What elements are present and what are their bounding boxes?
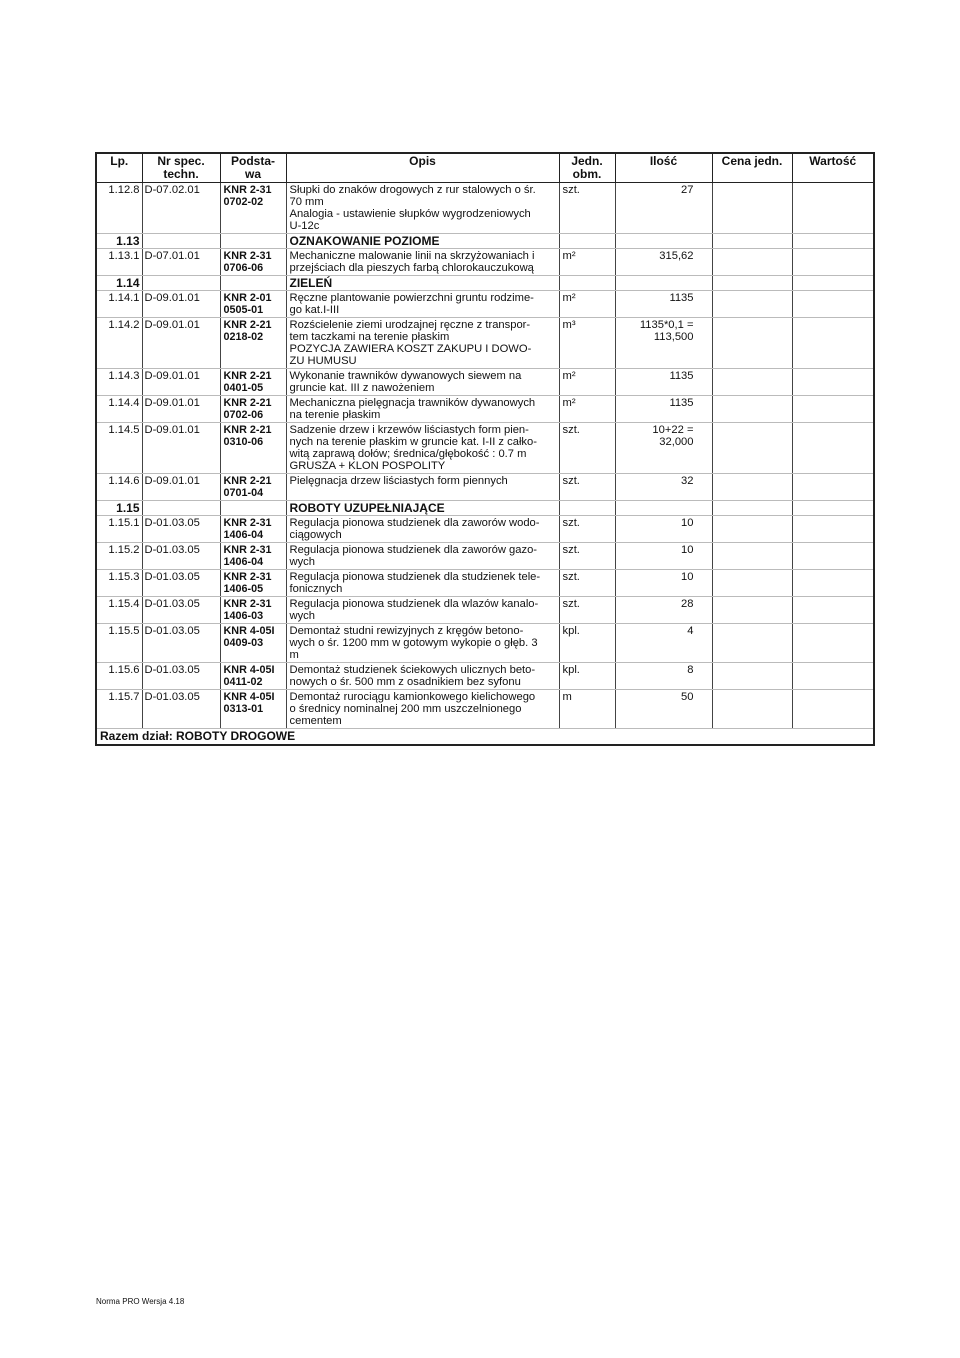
cell-value xyxy=(792,423,874,474)
header-unit-price: Cena jedn. xyxy=(712,153,792,183)
cell-lp: 1.13.1 xyxy=(96,249,142,276)
cell-description: Regulacja pionowa studzienek dla wlazów kanalo- wych xyxy=(286,597,559,624)
cell-basis: KNR 2-01 0505-01 xyxy=(220,291,286,318)
cell-value xyxy=(792,276,874,291)
cell-lp: 1.14 xyxy=(96,276,142,291)
cell-description: Mechaniczne malowanie linii na skrzyżowaniach i przejściach dla pieszych farbą chlorokauczukową xyxy=(286,249,559,276)
cell-value xyxy=(792,474,874,501)
cell-unit: m² xyxy=(559,291,615,318)
cell-quantity: 10+22 = 32,000 xyxy=(615,423,712,474)
cell-quantity: 4 xyxy=(615,624,712,663)
cell-unit-price xyxy=(712,516,792,543)
cell-quantity: 10 xyxy=(615,516,712,543)
cell-description: Demontaż rurociągu kamionkowego kielichowego o średnicy nominalnej 200 mm uszczelnionego cementem xyxy=(286,690,559,729)
header-spec: Nr spec. techn. xyxy=(142,153,220,183)
cell-unit: szt. xyxy=(559,516,615,543)
cell-basis: KNR 2-31 1406-04 xyxy=(220,516,286,543)
cell-unit-price xyxy=(712,249,792,276)
cell-spec xyxy=(142,276,220,291)
cell-spec xyxy=(142,501,220,516)
cell-basis: KNR 2-31 1406-04 xyxy=(220,543,286,570)
cell-quantity xyxy=(615,234,712,249)
cell-basis: KNR 2-21 0701-04 xyxy=(220,474,286,501)
cell-unit: m³ xyxy=(559,318,615,369)
cell-unit: m² xyxy=(559,369,615,396)
cell-description: Rozścielenie ziemi urodzajnej ręczne z transpor- tem taczkami na terenie płaskim POZYCJA ZAWIERA KOSZT ZAKUPU I DOWO- ZU HUMUSU xyxy=(286,318,559,369)
table-row xyxy=(96,318,874,369)
cell-lp: 1.15.5 xyxy=(96,624,142,663)
cell-unit: kpl. xyxy=(559,663,615,690)
cell-spec: D-01.03.05 xyxy=(142,690,220,729)
cell-value xyxy=(792,624,874,663)
cell-basis: KNR 2-21 0310-06 xyxy=(220,423,286,474)
summary-label: Razem dział: ROBOTY DROGOWE xyxy=(96,729,874,746)
header-unit: Jedn. obm. xyxy=(559,153,615,183)
cost-estimate-table xyxy=(95,152,875,746)
cell-basis: KNR 4-05I 0409-03 xyxy=(220,624,286,663)
cell-value xyxy=(792,396,874,423)
cell-spec: D-01.03.05 xyxy=(142,570,220,597)
cell-quantity: 28 xyxy=(615,597,712,624)
cell-unit: m² xyxy=(559,249,615,276)
cell-unit-price xyxy=(712,396,792,423)
cell-basis: KNR 2-21 0702-06 xyxy=(220,396,286,423)
cell-description: Sadzenie drzew i krzewów liściastych form pien- nych na terenie płaskim w gruncie kat. I-II z całko- witą zaprawą dołów; średnica/głębokość : 0.7 m GRUSZA + KLON POSPOLITY xyxy=(286,423,559,474)
cell-spec: D-01.03.05 xyxy=(142,597,220,624)
cell-lp: 1.14.3 xyxy=(96,369,142,396)
table-row xyxy=(96,663,874,690)
cell-quantity: 1135 xyxy=(615,369,712,396)
cell-unit-price xyxy=(712,690,792,729)
table-row xyxy=(96,516,874,543)
cell-value xyxy=(792,501,874,516)
cell-basis: KNR 4-05I 0313-01 xyxy=(220,690,286,729)
header-lp: Lp. xyxy=(96,153,142,183)
table-row xyxy=(96,249,874,276)
cell-description: Regulacja pionowa studzienek dla zaworów wodo- ciągowych xyxy=(286,516,559,543)
cell-unit-price xyxy=(712,570,792,597)
section-heading-row xyxy=(96,276,874,291)
cell-description: Wykonanie trawników dywanowych siewem na gruncie kat. III z nawożeniem xyxy=(286,369,559,396)
summary-row xyxy=(96,729,874,746)
cell-unit-price xyxy=(712,291,792,318)
table-row xyxy=(96,474,874,501)
software-version-footer: Norma PRO Wersja 4.18 xyxy=(96,1297,185,1306)
table-row xyxy=(96,624,874,663)
cell-basis: KNR 2-31 1406-05 xyxy=(220,570,286,597)
cell-value xyxy=(792,183,874,234)
cell-spec: D-09.01.01 xyxy=(142,369,220,396)
cell-quantity: 315,62 xyxy=(615,249,712,276)
cell-description: Ręczne plantowanie powierzchni gruntu rodzime- go kat.I-III xyxy=(286,291,559,318)
cell-lp: 1.14.5 xyxy=(96,423,142,474)
cell-quantity: 10 xyxy=(615,570,712,597)
cell-description: Demontaż studni rewizyjnych z kręgów betono- wych o śr. 1200 mm w gotowym wykopie o głęb. 3 m xyxy=(286,624,559,663)
cell-value xyxy=(792,291,874,318)
cell-unit-price xyxy=(712,276,792,291)
cell-lp: 1.14.1 xyxy=(96,291,142,318)
cell-unit xyxy=(559,501,615,516)
cell-spec: D-07.01.01 xyxy=(142,249,220,276)
section-heading-row xyxy=(96,501,874,516)
cell-unit-price xyxy=(712,474,792,501)
cell-value xyxy=(792,597,874,624)
cell-description: Pielęgnacja drzew liściastych form piennych xyxy=(286,474,559,501)
cell-unit xyxy=(559,276,615,291)
cell-value xyxy=(792,369,874,396)
header-quantity: Ilość xyxy=(615,153,712,183)
cell-description: Regulacja pionowa studzienek dla zaworów gazo- wych xyxy=(286,543,559,570)
cell-value xyxy=(792,318,874,369)
cell-spec: D-01.03.05 xyxy=(142,543,220,570)
cell-lp: 1.15.7 xyxy=(96,690,142,729)
cell-quantity: 1135 xyxy=(615,291,712,318)
cell-lp: 1.14.4 xyxy=(96,396,142,423)
cell-unit: m² xyxy=(559,396,615,423)
table-row xyxy=(96,543,874,570)
cell-basis: KNR 2-31 0706-06 xyxy=(220,249,286,276)
cell-value xyxy=(792,690,874,729)
section-heading-row xyxy=(96,234,874,249)
cell-value xyxy=(792,570,874,597)
header-basis: Podsta- wa xyxy=(220,153,286,183)
cell-quantity: 1135*0,1 = 113,500 xyxy=(615,318,712,369)
table-row xyxy=(96,570,874,597)
cell-spec: D-01.03.05 xyxy=(142,624,220,663)
cell-unit-price xyxy=(712,234,792,249)
cell-spec: D-09.01.01 xyxy=(142,291,220,318)
cell-basis: KNR 4-05I 0411-02 xyxy=(220,663,286,690)
table-header xyxy=(96,153,874,183)
cell-description: OZNAKOWANIE POZIOME xyxy=(286,234,559,249)
cell-description: Demontaż studzienek ściekowych ulicznych beto- nowych o śr. 500 mm z osadnikiem bez syfonu xyxy=(286,663,559,690)
cell-unit: szt. xyxy=(559,543,615,570)
cell-basis xyxy=(220,234,286,249)
table-row xyxy=(96,396,874,423)
cell-lp: 1.15.4 xyxy=(96,597,142,624)
table-row xyxy=(96,423,874,474)
cell-lp: 1.14.2 xyxy=(96,318,142,369)
cell-unit-price xyxy=(712,423,792,474)
table-row xyxy=(96,291,874,318)
cell-quantity: 32 xyxy=(615,474,712,501)
cell-basis: KNR 2-21 0401-05 xyxy=(220,369,286,396)
cell-basis: KNR 2-21 0218-02 xyxy=(220,318,286,369)
cell-quantity: 1135 xyxy=(615,396,712,423)
cell-quantity: 50 xyxy=(615,690,712,729)
cell-unit-price xyxy=(712,624,792,663)
cell-unit-price xyxy=(712,183,792,234)
cell-basis xyxy=(220,501,286,516)
cell-unit-price xyxy=(712,369,792,396)
cell-lp: 1.15.6 xyxy=(96,663,142,690)
cell-lp: 1.15 xyxy=(96,501,142,516)
cell-unit-price xyxy=(712,501,792,516)
cell-spec: D-01.03.05 xyxy=(142,663,220,690)
cell-lp: 1.15.3 xyxy=(96,570,142,597)
table-row xyxy=(96,597,874,624)
cell-lp: 1.15.2 xyxy=(96,543,142,570)
cell-spec: D-01.03.05 xyxy=(142,516,220,543)
cell-spec: D-09.01.01 xyxy=(142,318,220,369)
cell-value xyxy=(792,663,874,690)
cell-unit: szt. xyxy=(559,474,615,501)
cell-lp: 1.13 xyxy=(96,234,142,249)
cell-quantity xyxy=(615,276,712,291)
cell-basis xyxy=(220,276,286,291)
cell-unit: szt. xyxy=(559,183,615,234)
cell-description: Mechaniczna pielęgnacja trawników dywanowych na terenie płaskim xyxy=(286,396,559,423)
cell-value xyxy=(792,249,874,276)
cell-unit: kpl. xyxy=(559,624,615,663)
cell-description: ZIELEŃ xyxy=(286,276,559,291)
cell-unit-price xyxy=(712,597,792,624)
table-row xyxy=(96,183,874,234)
cell-spec xyxy=(142,234,220,249)
cell-lp: 1.12.8 xyxy=(96,183,142,234)
cell-spec: D-09.01.01 xyxy=(142,396,220,423)
cell-unit-price xyxy=(712,663,792,690)
cell-quantity: 8 xyxy=(615,663,712,690)
cell-unit: m xyxy=(559,690,615,729)
cell-description: Regulacja pionowa studzienek dla studzienek tele- fonicznych xyxy=(286,570,559,597)
header-description: Opis xyxy=(286,153,559,183)
cell-unit xyxy=(559,234,615,249)
cell-value xyxy=(792,543,874,570)
cell-basis: KNR 2-31 1406-03 xyxy=(220,597,286,624)
table-row xyxy=(96,369,874,396)
cell-description: ROBOTY UZUPEŁNIAJĄCE xyxy=(286,501,559,516)
cell-unit: szt. xyxy=(559,423,615,474)
table-body xyxy=(96,183,874,729)
cell-quantity: 10 xyxy=(615,543,712,570)
cell-spec: D-09.01.01 xyxy=(142,423,220,474)
cell-unit: szt. xyxy=(559,597,615,624)
cell-description: Słupki do znaków drogowych z rur stalowych o śr. 70 mm Analogia - ustawienie słupków wygrodzeniowych U-12c xyxy=(286,183,559,234)
cell-quantity xyxy=(615,501,712,516)
cell-spec: D-07.02.01 xyxy=(142,183,220,234)
cell-unit-price xyxy=(712,318,792,369)
cell-spec: D-09.01.01 xyxy=(142,474,220,501)
cell-lp: 1.15.1 xyxy=(96,516,142,543)
header-value: Wartość xyxy=(792,153,874,183)
cell-value xyxy=(792,234,874,249)
table-row xyxy=(96,690,874,729)
cell-unit-price xyxy=(712,543,792,570)
cell-basis: KNR 2-31 0702-02 xyxy=(220,183,286,234)
cell-quantity: 27 xyxy=(615,183,712,234)
cell-unit: szt. xyxy=(559,570,615,597)
cell-value xyxy=(792,516,874,543)
cell-lp: 1.14.6 xyxy=(96,474,142,501)
